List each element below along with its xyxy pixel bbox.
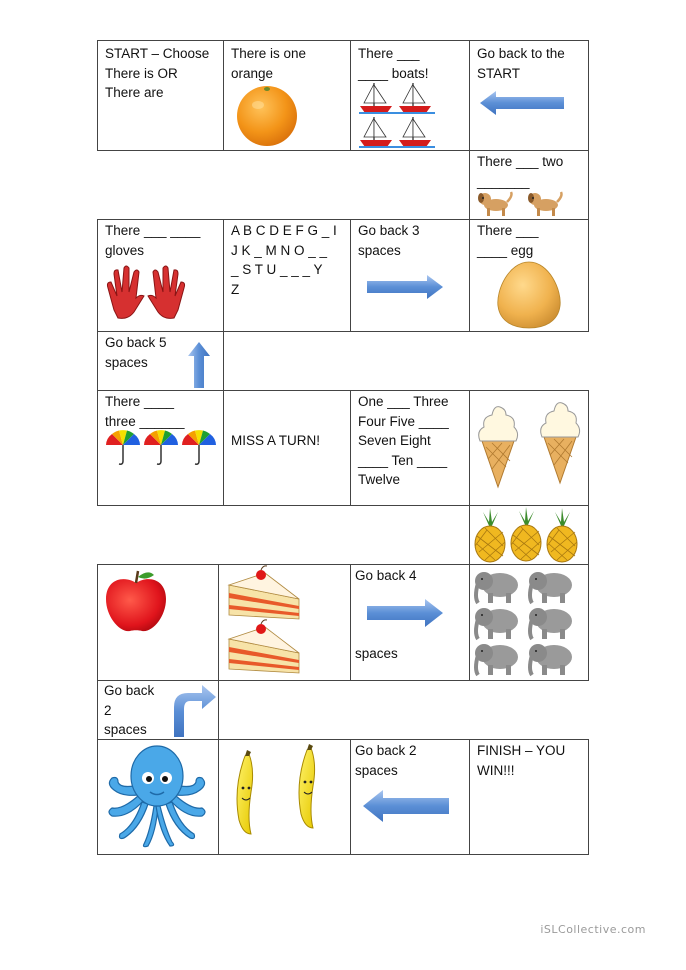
right-arrow-icon [367,275,443,299]
egg-text: There ___ ____ egg [477,223,539,258]
go-back-5-cell [97,331,224,391]
right-arrow-icon [367,599,443,627]
pineapples-cell [469,505,589,565]
miss-turn-text: MISS A TURN! [231,433,321,448]
dogs-icon [476,189,576,219]
orange-cell [223,40,351,151]
start-cell [97,40,224,151]
start-text: START – Choose There is OR There are [105,46,210,100]
orange-icon [234,81,300,147]
elephants-icon [474,569,584,677]
go-back-4-cell [350,564,470,681]
ice-creams-icon [476,403,582,493]
go-back-4-text: Go back 4 [355,568,417,583]
left-arrow-icon [363,790,449,822]
boats-cell [350,40,470,151]
gloves-icon [104,260,188,324]
up-arrow-icon [188,342,210,388]
finish-cell [469,739,589,855]
elephants-cell [469,564,589,681]
alphabet-text: A B C D E F G _ I J K _ M N O _ _ _ S T U _ _ _ Y Z [231,223,337,297]
go-back-3-cell [350,219,470,332]
cake-cell [218,564,351,681]
turn-arrow-icon [172,683,216,737]
go-back-2b-text: Go back 2 spaces [355,743,417,778]
cake-slices-icon [227,569,307,675]
pineapples-icon [473,508,583,564]
gloves-cell [97,219,224,332]
egg-icon [494,260,564,330]
apple-icon [104,569,168,633]
go-back-2b-cell [350,739,470,855]
ice-cream-cell [469,390,589,506]
gloves-text: There ___ ____ gloves [105,223,201,258]
dogs-text: There ___ two _______ [477,154,564,189]
go-back-5-text: Go back 5 spaces [105,335,167,370]
dogs-cell [469,150,589,220]
finish-text: FINISH – YOU WIN!!! [477,743,566,778]
sailboats-icon [359,81,439,149]
umbrellas-icon [106,429,218,469]
go-back-2a-text: Go back 2 spaces [104,683,155,737]
go-back-start-text: Go back to the START [477,46,565,81]
bananas-cell [218,739,351,855]
apple-cell [97,564,219,681]
umbrellas-cell [97,390,224,506]
go-back-2a-cell [97,680,219,740]
octopus-cell [97,739,219,855]
go-back-3-text: Go back 3 spaces [358,223,420,258]
go-back-4-spaces-text: spaces [355,646,398,661]
left-arrow-icon [480,91,566,115]
alphabet-cell [223,219,351,332]
counting-cell [350,390,470,506]
octopus-icon [104,742,210,850]
egg-cell [469,219,589,332]
go-back-start-cell [469,40,589,151]
counting-text: One ___ Three Four Five ____ Seven Eight ____ Ten ____ Twelve [358,394,449,487]
bananas-icon [229,748,339,840]
boats-text: There ___ ____ boats! [358,46,429,81]
umbrellas-text: There ____ three ______ [105,394,185,429]
miss-turn-cell [223,390,351,506]
orange-text: There is one orange [231,46,307,81]
watermark: iSLCollective.com [540,923,646,936]
